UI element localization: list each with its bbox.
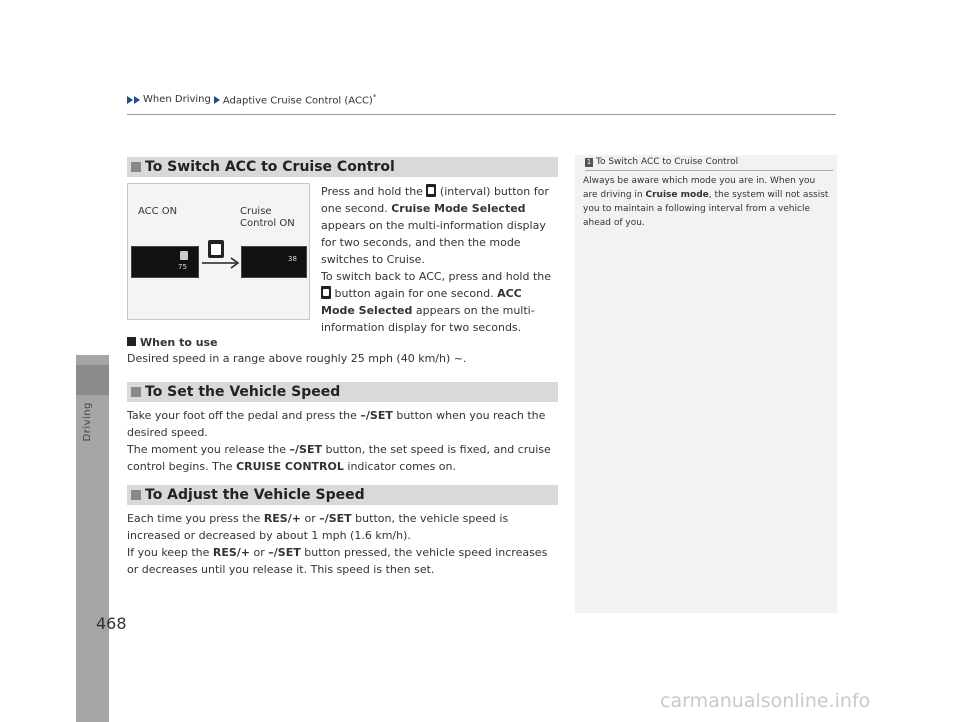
set-speed-text: Take your foot off the pedal and press the –/SET button when you reach the desired speed. The moment you release the –/SET button, the set speed is fixed, and cruise control begins. The CRUISE CONTROL indicator comes on. bbox=[127, 409, 551, 473]
square-bullet-icon bbox=[131, 490, 141, 500]
section-header-switch bbox=[127, 157, 558, 177]
adjust-speed-text: Each time you press the RES/+ or –/SET button, the vehicle speed is increased or decreased by about 1 mph (1.6 km/h). If you keep the RES/+ or –/SET button pressed, the vehicle speed increases or decreases until you release it. This speed is then set. bbox=[127, 512, 548, 576]
breadcrumb bbox=[127, 93, 376, 106]
interval-icon bbox=[426, 184, 436, 197]
arrow-icon bbox=[127, 96, 133, 104]
side-tab-marker bbox=[76, 365, 109, 395]
arrow-icon bbox=[214, 96, 220, 104]
watermark: carmanualsonline.info bbox=[660, 690, 871, 712]
when-to-use-text: Desired speed in a range above roughly 25 mph (40 km/h) ~. bbox=[127, 352, 467, 365]
interval-icon bbox=[180, 251, 188, 260]
square-bullet-icon bbox=[127, 337, 136, 346]
section-title: To Switch ACC to Cruise Control bbox=[145, 159, 395, 175]
square-bullet-icon bbox=[131, 162, 141, 172]
square-bullet-icon bbox=[131, 387, 141, 397]
switch-instructions: Press and hold the (interval) button for one second. Cruise Mode Selected appears on the multi-information display for two seconds, and then the mode switches to Cruise. To switch back to ACC, press and hold the button again for one second. ACC Mode Selected appears on the multi-information display for two seconds. bbox=[321, 185, 552, 334]
display-value: 38 bbox=[288, 255, 297, 263]
when-to-use-heading: When to use bbox=[127, 334, 218, 351]
note-title: 1 To Switch ACC to Cruise Control bbox=[586, 157, 739, 167]
section-header-set-speed bbox=[127, 382, 558, 402]
section-title: To Set the Vehicle Speed bbox=[145, 384, 341, 400]
figure-label-acc: ACC ON bbox=[138, 206, 178, 217]
note-rule bbox=[585, 170, 833, 171]
display-value: 75 bbox=[178, 263, 187, 271]
note-text: Always be aware which mode you are in. When you are driving in Cruise mode, the system will not assist you to maintain a following interval from a vehicle ahead of you. bbox=[583, 176, 829, 228]
arrow-right-icon bbox=[200, 256, 242, 270]
section-title: To Adjust the Vehicle Speed bbox=[145, 487, 365, 503]
breadcrumb-item[interactable]: When Driving bbox=[143, 94, 211, 106]
page-number: 468 bbox=[96, 614, 127, 633]
figure-label-cruise: Cruise Control ON bbox=[240, 206, 295, 229]
side-tab-label: Driving bbox=[82, 402, 93, 442]
section-header-adjust-speed bbox=[127, 485, 558, 505]
display-cruise-on bbox=[241, 246, 307, 278]
note-icon: 1 bbox=[586, 157, 592, 166]
arrow-icon bbox=[134, 96, 140, 104]
interval-icon bbox=[321, 286, 331, 299]
display-acc-on bbox=[131, 246, 199, 278]
header-rule bbox=[127, 114, 836, 115]
mode-switch-figure bbox=[127, 183, 310, 320]
breadcrumb-item[interactable]: Adaptive Cruise Control (ACC)* bbox=[222, 93, 377, 107]
